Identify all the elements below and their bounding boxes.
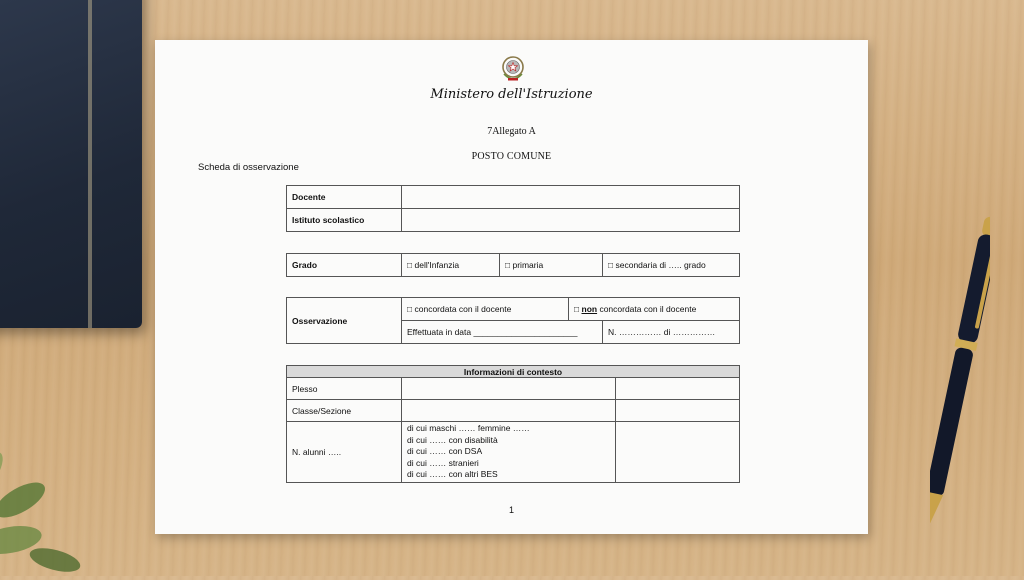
plant-icon bbox=[0, 440, 120, 580]
effettuata-field[interactable]: Effettuata in data ______________________ bbox=[402, 321, 603, 344]
detail-line: di cui …… stranieri bbox=[407, 457, 479, 468]
alunni-details bbox=[402, 422, 616, 483]
scheda-label: Scheda di osservazione bbox=[198, 162, 299, 173]
classe-field[interactable] bbox=[402, 400, 616, 422]
page-number: 1 bbox=[508, 505, 514, 515]
notebook bbox=[0, 0, 142, 328]
allegato-label: 7Allegato A bbox=[487, 126, 536, 137]
alunni-extra-field[interactable] bbox=[616, 422, 740, 483]
plesso-field[interactable] bbox=[402, 378, 616, 400]
posto-comune-title: POSTO COMUNE bbox=[471, 151, 552, 162]
classe-label: Classe/Sezione bbox=[287, 400, 402, 422]
non-concordata-rest: concordata con il docente bbox=[597, 304, 697, 314]
non-emphasis: non bbox=[581, 304, 598, 314]
grado-secondaria-checkbox[interactable]: □ secondaria di ….. grado bbox=[603, 254, 740, 277]
non-concordata-checkbox[interactable] bbox=[569, 298, 740, 321]
detail-line: di cui …… con disabilità bbox=[407, 434, 498, 445]
numero-field[interactable]: N. …………… di …………… bbox=[603, 321, 740, 344]
detail-line: di cui …… con altri BES bbox=[407, 469, 498, 480]
osservazione-table bbox=[286, 297, 740, 344]
classe-extra-field[interactable] bbox=[616, 400, 740, 422]
docente-label: Docente bbox=[287, 186, 402, 209]
alunni-label: N. alunni ….. bbox=[287, 422, 402, 483]
notebook-elastic-band bbox=[88, 0, 92, 328]
grado-table bbox=[286, 253, 740, 277]
istituto-label: Istituto scolastico bbox=[287, 209, 402, 232]
detail-line: di cui …… con DSA bbox=[407, 446, 483, 457]
contesto-header: Informazioni di contesto bbox=[287, 366, 740, 378]
non-concordata-box: □ bbox=[574, 304, 582, 314]
grado-label: Grado bbox=[287, 254, 402, 277]
document-page bbox=[155, 40, 868, 534]
plesso-label: Plesso bbox=[287, 378, 402, 400]
osservazione-label: Osservazione bbox=[287, 298, 402, 344]
plesso-extra-field[interactable] bbox=[616, 378, 740, 400]
docente-field[interactable] bbox=[402, 186, 740, 209]
grado-primaria-checkbox[interactable]: □ primaria bbox=[500, 254, 603, 277]
grado-infanzia-checkbox[interactable]: □ dell'Infanzia bbox=[402, 254, 500, 277]
pen-icon bbox=[930, 208, 990, 538]
detail-line: di cui maschi …… femmine …… bbox=[407, 423, 530, 434]
docente-table bbox=[286, 185, 740, 232]
ministry-heading: Ministero dell'Istruzione bbox=[430, 87, 593, 102]
contesto-table bbox=[286, 365, 740, 483]
istituto-field[interactable] bbox=[402, 209, 740, 232]
concordata-checkbox[interactable]: □ concordata con il docente bbox=[402, 298, 569, 321]
italian-emblem-icon bbox=[500, 54, 526, 84]
